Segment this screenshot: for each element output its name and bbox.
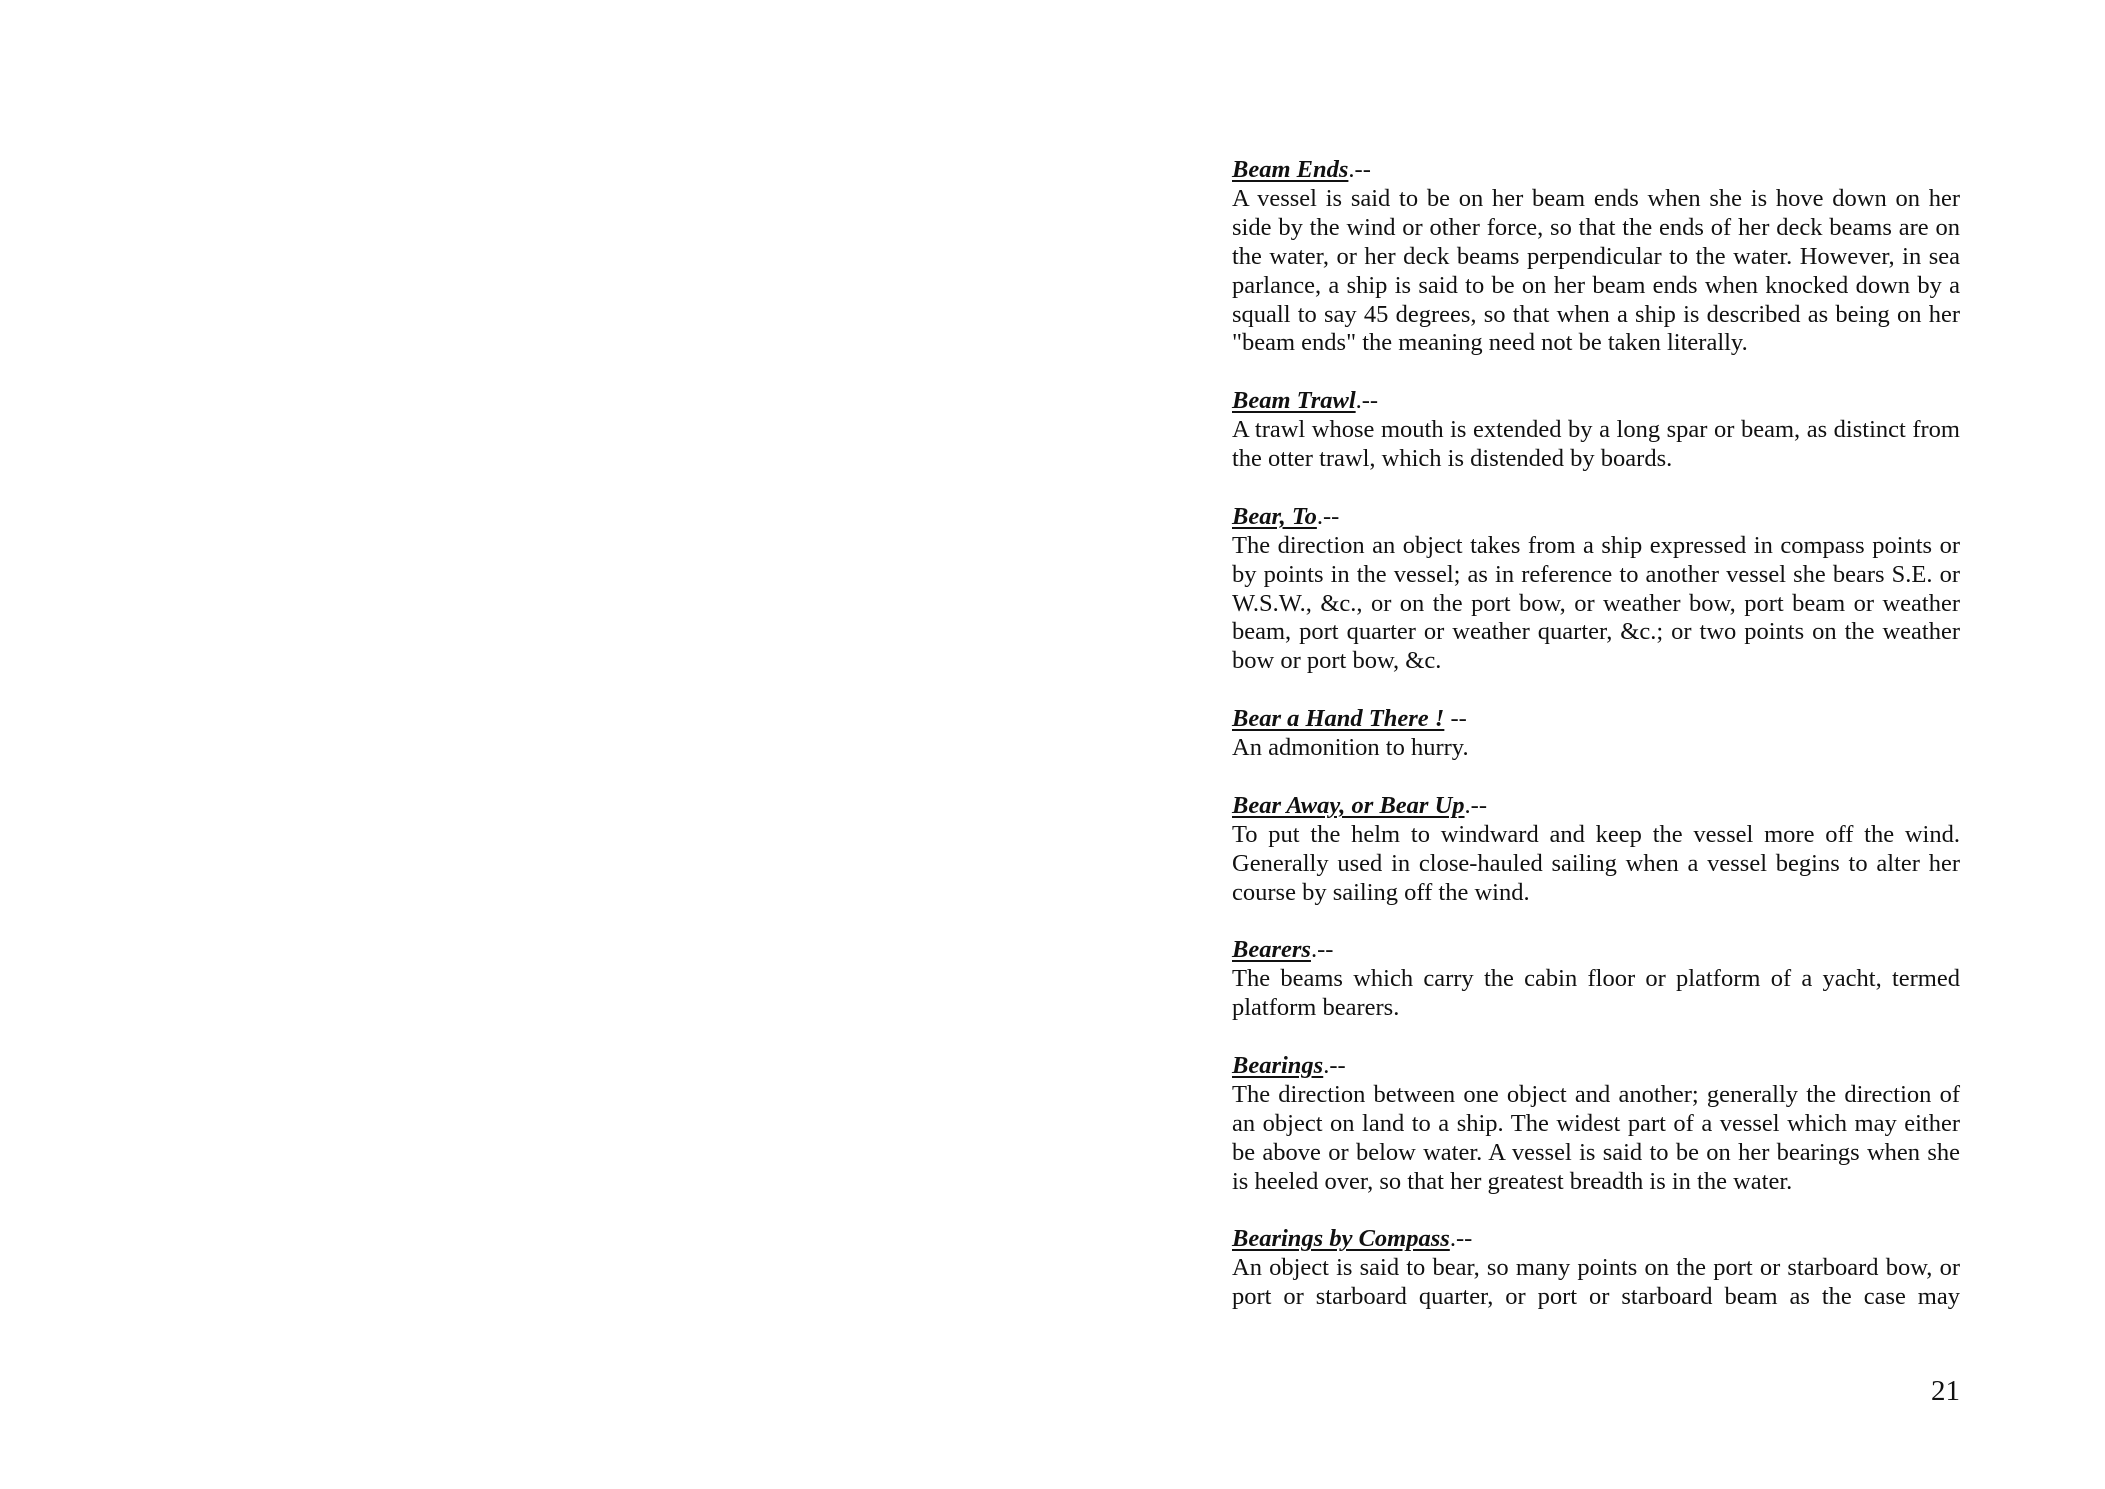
entry-suffix: .-- <box>1323 1052 1346 1079</box>
entry-term: Bear Away, or Bear Up <box>1232 791 1465 819</box>
entry-suffix: .-- <box>1310 936 1334 964</box>
entry-term: Beam Trawl <box>1232 387 1356 415</box>
entry-suffix: .-- <box>1355 387 1379 415</box>
entry-definition: The beams which carry the cabin floor or platform of a yacht, termed platform bearers. <box>1232 965 1960 1022</box>
entry-term: Beam Ends <box>1232 156 1349 183</box>
entry-suffix: .-- <box>1449 1225 1473 1253</box>
entry-definition: The direction an object takes from a ship expressed in compass points or by points in the vessel; as in reference to another vessel she bears S.E. or W.S.W., &c., or on the port bow, or weather bow, port beam or weather beam, port quarter or weather quarter, &c.; or two points on the weather bow or port bow, &c. <box>1232 531 1960 675</box>
entry-term: Bearings <box>1232 1052 1324 1079</box>
entry-suffix: .-- <box>1464 791 1487 819</box>
entry-term: Bearings by Compass <box>1232 1225 1450 1253</box>
entry-suffix: .-- <box>1316 502 1340 530</box>
entry-definition: A vessel is said to be on her beam ends when she is hove down on her side by the wind or other force, so that the ends of her deck beams are on the water, or her deck beams perpendicular to the water. However, in sea parlance, a ship is said to be on her beam ends when knocked down by a squall to say 45 degrees, so that when a ship is described as being on her "beam ends" the meaning need not be taken literally. <box>1232 184 1960 357</box>
glossary-entry <box>1232 1052 1960 1197</box>
entry-definition: An object is said to bear, so many points on the port or starboard bow, or port or starboard quarter, or port or starboard beam as the case may <box>1232 1254 1960 1311</box>
entry-term: Bear a Hand There ! <box>1232 705 1445 733</box>
page-number: 21 <box>1931 1375 1960 1407</box>
glossary-column <box>1232 156 1960 1341</box>
entry-suffix: -- <box>1444 705 1467 733</box>
glossary-entry <box>1232 156 1960 358</box>
glossary-entry <box>1232 1225 1960 1312</box>
glossary-entry <box>1232 705 1960 763</box>
glossary-entry <box>1232 936 1960 1023</box>
entry-definition: To put the helm to windward and keep the vessel more off the wind. Generally used in close-hauled sailing when a vessel begins to alter her course by sailing off the wind. <box>1232 820 1960 906</box>
entry-definition: The direction between one object and another; generally the direction of an object on land to a ship. The widest part of a vessel which may either be above or below water. A vessel is said to be on her bearings when she is heeled over, so that her greatest breadth is in the water. <box>1232 1080 1960 1195</box>
entry-definition: An admonition to hurry. <box>1232 734 1469 762</box>
entry-suffix: .-- <box>1348 156 1371 183</box>
glossary-entry <box>1232 792 1960 908</box>
glossary-entry <box>1232 503 1960 676</box>
glossary-entry <box>1232 387 1960 474</box>
entry-term: Bearers <box>1232 936 1311 964</box>
entry-definition: A trawl whose mouth is extended by a long spar or beam, as distinct from the otter trawl, which is distended by boards. <box>1232 416 1960 473</box>
entry-term: Bear, To <box>1232 502 1317 530</box>
